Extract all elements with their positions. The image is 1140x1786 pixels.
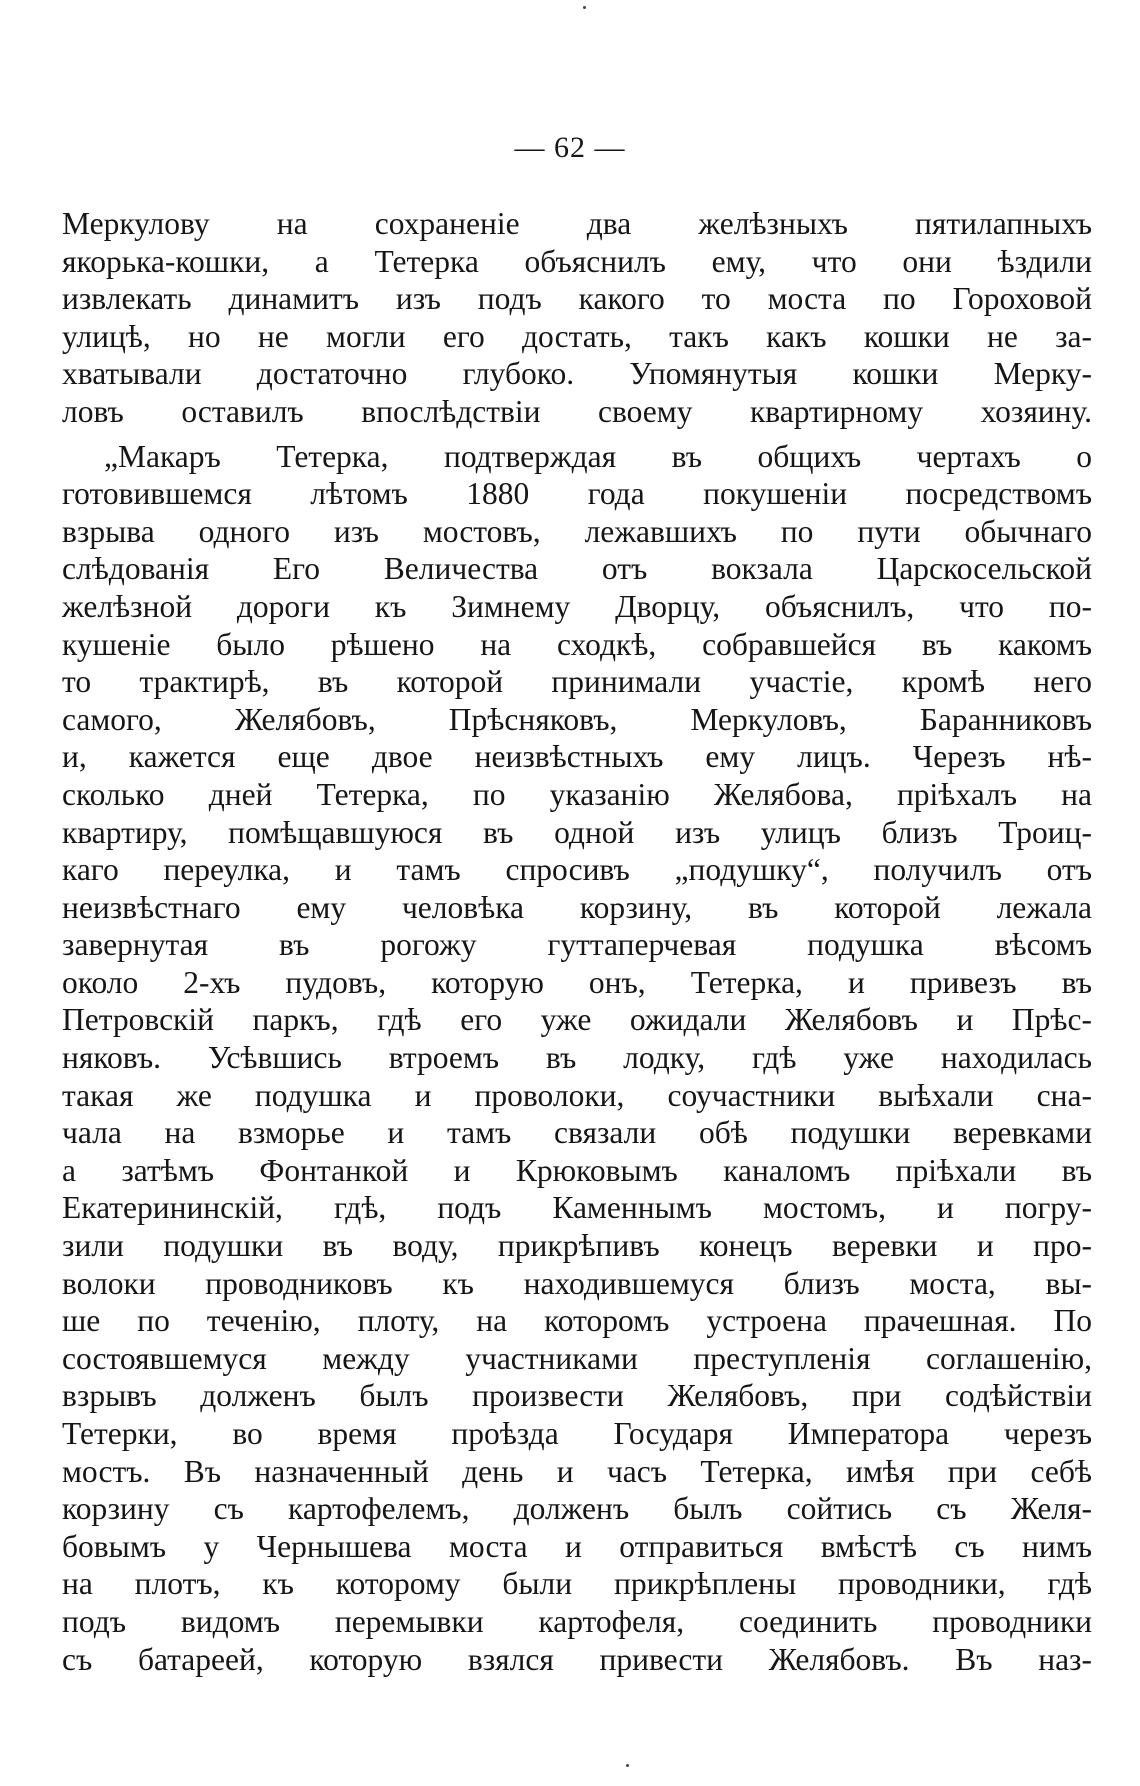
text-line: зили подушки въ воду, прикрѣпивъ конецъ веревки и про- bbox=[62, 1228, 1092, 1264]
text-line: то трактирѣ, въ которой принимали участіе, кромѣ него bbox=[62, 664, 1092, 700]
paragraph-2 bbox=[62, 438, 1092, 1679]
text-line: сколько дней Тетерка, по указанію Желябова, пріѣхалъ на bbox=[62, 776, 1092, 812]
text-line: Меркулову на сохраненіе два желѣзныхъ пятилапныхъ bbox=[62, 206, 1092, 241]
text-line: и, кажется еще двое неизвѣстныхъ ему лицъ. Черезъ нѣ- bbox=[62, 739, 1092, 775]
text-line: такая же подушка и проволоки, соучастники выѣхали сна- bbox=[62, 1077, 1092, 1113]
text-line: бовымъ у Чернышева моста и отправиться вмѣстѣ съ нимъ bbox=[62, 1528, 1092, 1564]
text-line: неизвѣстнаго ему человѣка корзину, въ которой лежала bbox=[62, 889, 1092, 925]
text-line: желѣзной дороги къ Зимнему Дворцу, объяснилъ, что по- bbox=[62, 588, 1092, 624]
text-line: квартиру, помѣщавшуюся въ одной изъ улицъ близъ Троиц- bbox=[62, 814, 1092, 850]
text-line: якорька-кошки, а Тетерка объяснилъ ему, что они ѣздили bbox=[62, 243, 1092, 279]
text-line: улицѣ, но не могли его достать, такъ какъ кошки не за- bbox=[62, 318, 1092, 354]
text-line: волоки проводниковъ къ находившемуся близъ моста, вы- bbox=[62, 1265, 1092, 1301]
text-line: извлекать динамитъ изъ подъ какого то моста по Гороховой bbox=[62, 281, 1092, 317]
text-line: кушеніе было рѣшено на сходкѣ, собравшейся въ какомъ bbox=[62, 626, 1092, 662]
scan-speck bbox=[626, 1764, 629, 1767]
text-line: завернутая въ рогожу гуттаперчевая подушка вѣсомъ bbox=[62, 927, 1092, 963]
text-line: слѣдованія Его Величества отъ вокзала Царскосельской bbox=[62, 551, 1092, 587]
text-line: а затѣмъ Фонтанкой и Крюковымъ каналомъ пріѣхали въ bbox=[62, 1152, 1092, 1188]
text-line: около 2-хъ пудовъ, которую онъ, Тетерка, и привезъ въ bbox=[62, 964, 1092, 1000]
text-line: ше по теченію, плоту, на которомъ устроена прачешная. По bbox=[62, 1303, 1092, 1339]
text-line: „Макаръ Тетерка, подтверждая въ общихъ чертахъ о bbox=[104, 438, 1092, 474]
text-line: на плотъ, къ которому были прикрѣплены проводники, гдѣ bbox=[62, 1566, 1092, 1602]
text-line: взрывъ долженъ былъ произвести Желябовъ, при содѣйствіи bbox=[62, 1378, 1092, 1414]
text-line: съ батареей, которую взялся привести Желябовъ. Въ наз- bbox=[62, 1641, 1092, 1677]
text-line: самого, Желябовъ, Прѣсняковъ, Меркуловъ, Баранниковъ bbox=[62, 701, 1092, 737]
text-line: корзину съ картофелемъ, долженъ былъ сойтись съ Желя- bbox=[62, 1491, 1092, 1527]
text-line: каго переулка, и тамъ спросивъ „подушку“, получилъ отъ bbox=[62, 852, 1092, 888]
page-number: — 62 — bbox=[514, 131, 626, 164]
text-line: хватывали достаточно глубоко. Упомянутыя кошки Мерку- bbox=[62, 356, 1092, 392]
text-line: подъ видомъ перемывки картофеля, соединить проводники bbox=[62, 1603, 1092, 1639]
paragraph-1 bbox=[62, 205, 1092, 431]
text-line: мостъ. Въ назначенный день и часъ Тетерка, имѣя при себѣ bbox=[62, 1453, 1092, 1489]
text-line: ловъ оставилъ впослѣдствіи своему квартирному хозяину. bbox=[62, 393, 1092, 429]
text-line: няковъ. Усѣвшись втроемъ въ лодку, гдѣ уже находилась bbox=[62, 1040, 1092, 1076]
text-line: готовившемся лѣтомъ 1880 года покушеніи посредствомъ bbox=[62, 476, 1092, 512]
text-line: взрыва одного изъ мостовъ, лежавшихъ по пути обычнаго bbox=[62, 513, 1092, 549]
body-text bbox=[62, 205, 1092, 1678]
text-line: Екатерининскій, гдѣ, подъ Каменнымъ мостомъ, и погру- bbox=[62, 1190, 1092, 1226]
text-line: состоявшемуся между участниками преступленія соглашенію, bbox=[62, 1340, 1092, 1376]
text-line: Тетерки, во время проѣзда Государя Императора черезъ bbox=[62, 1416, 1092, 1451]
scan-speck bbox=[583, 6, 586, 9]
text-line: Петровскій паркъ, гдѣ его уже ожидали Желябовъ и Прѣс- bbox=[62, 1002, 1092, 1038]
text-line: чала на взморье и тамъ связали обѣ подушки веревками bbox=[62, 1115, 1092, 1151]
